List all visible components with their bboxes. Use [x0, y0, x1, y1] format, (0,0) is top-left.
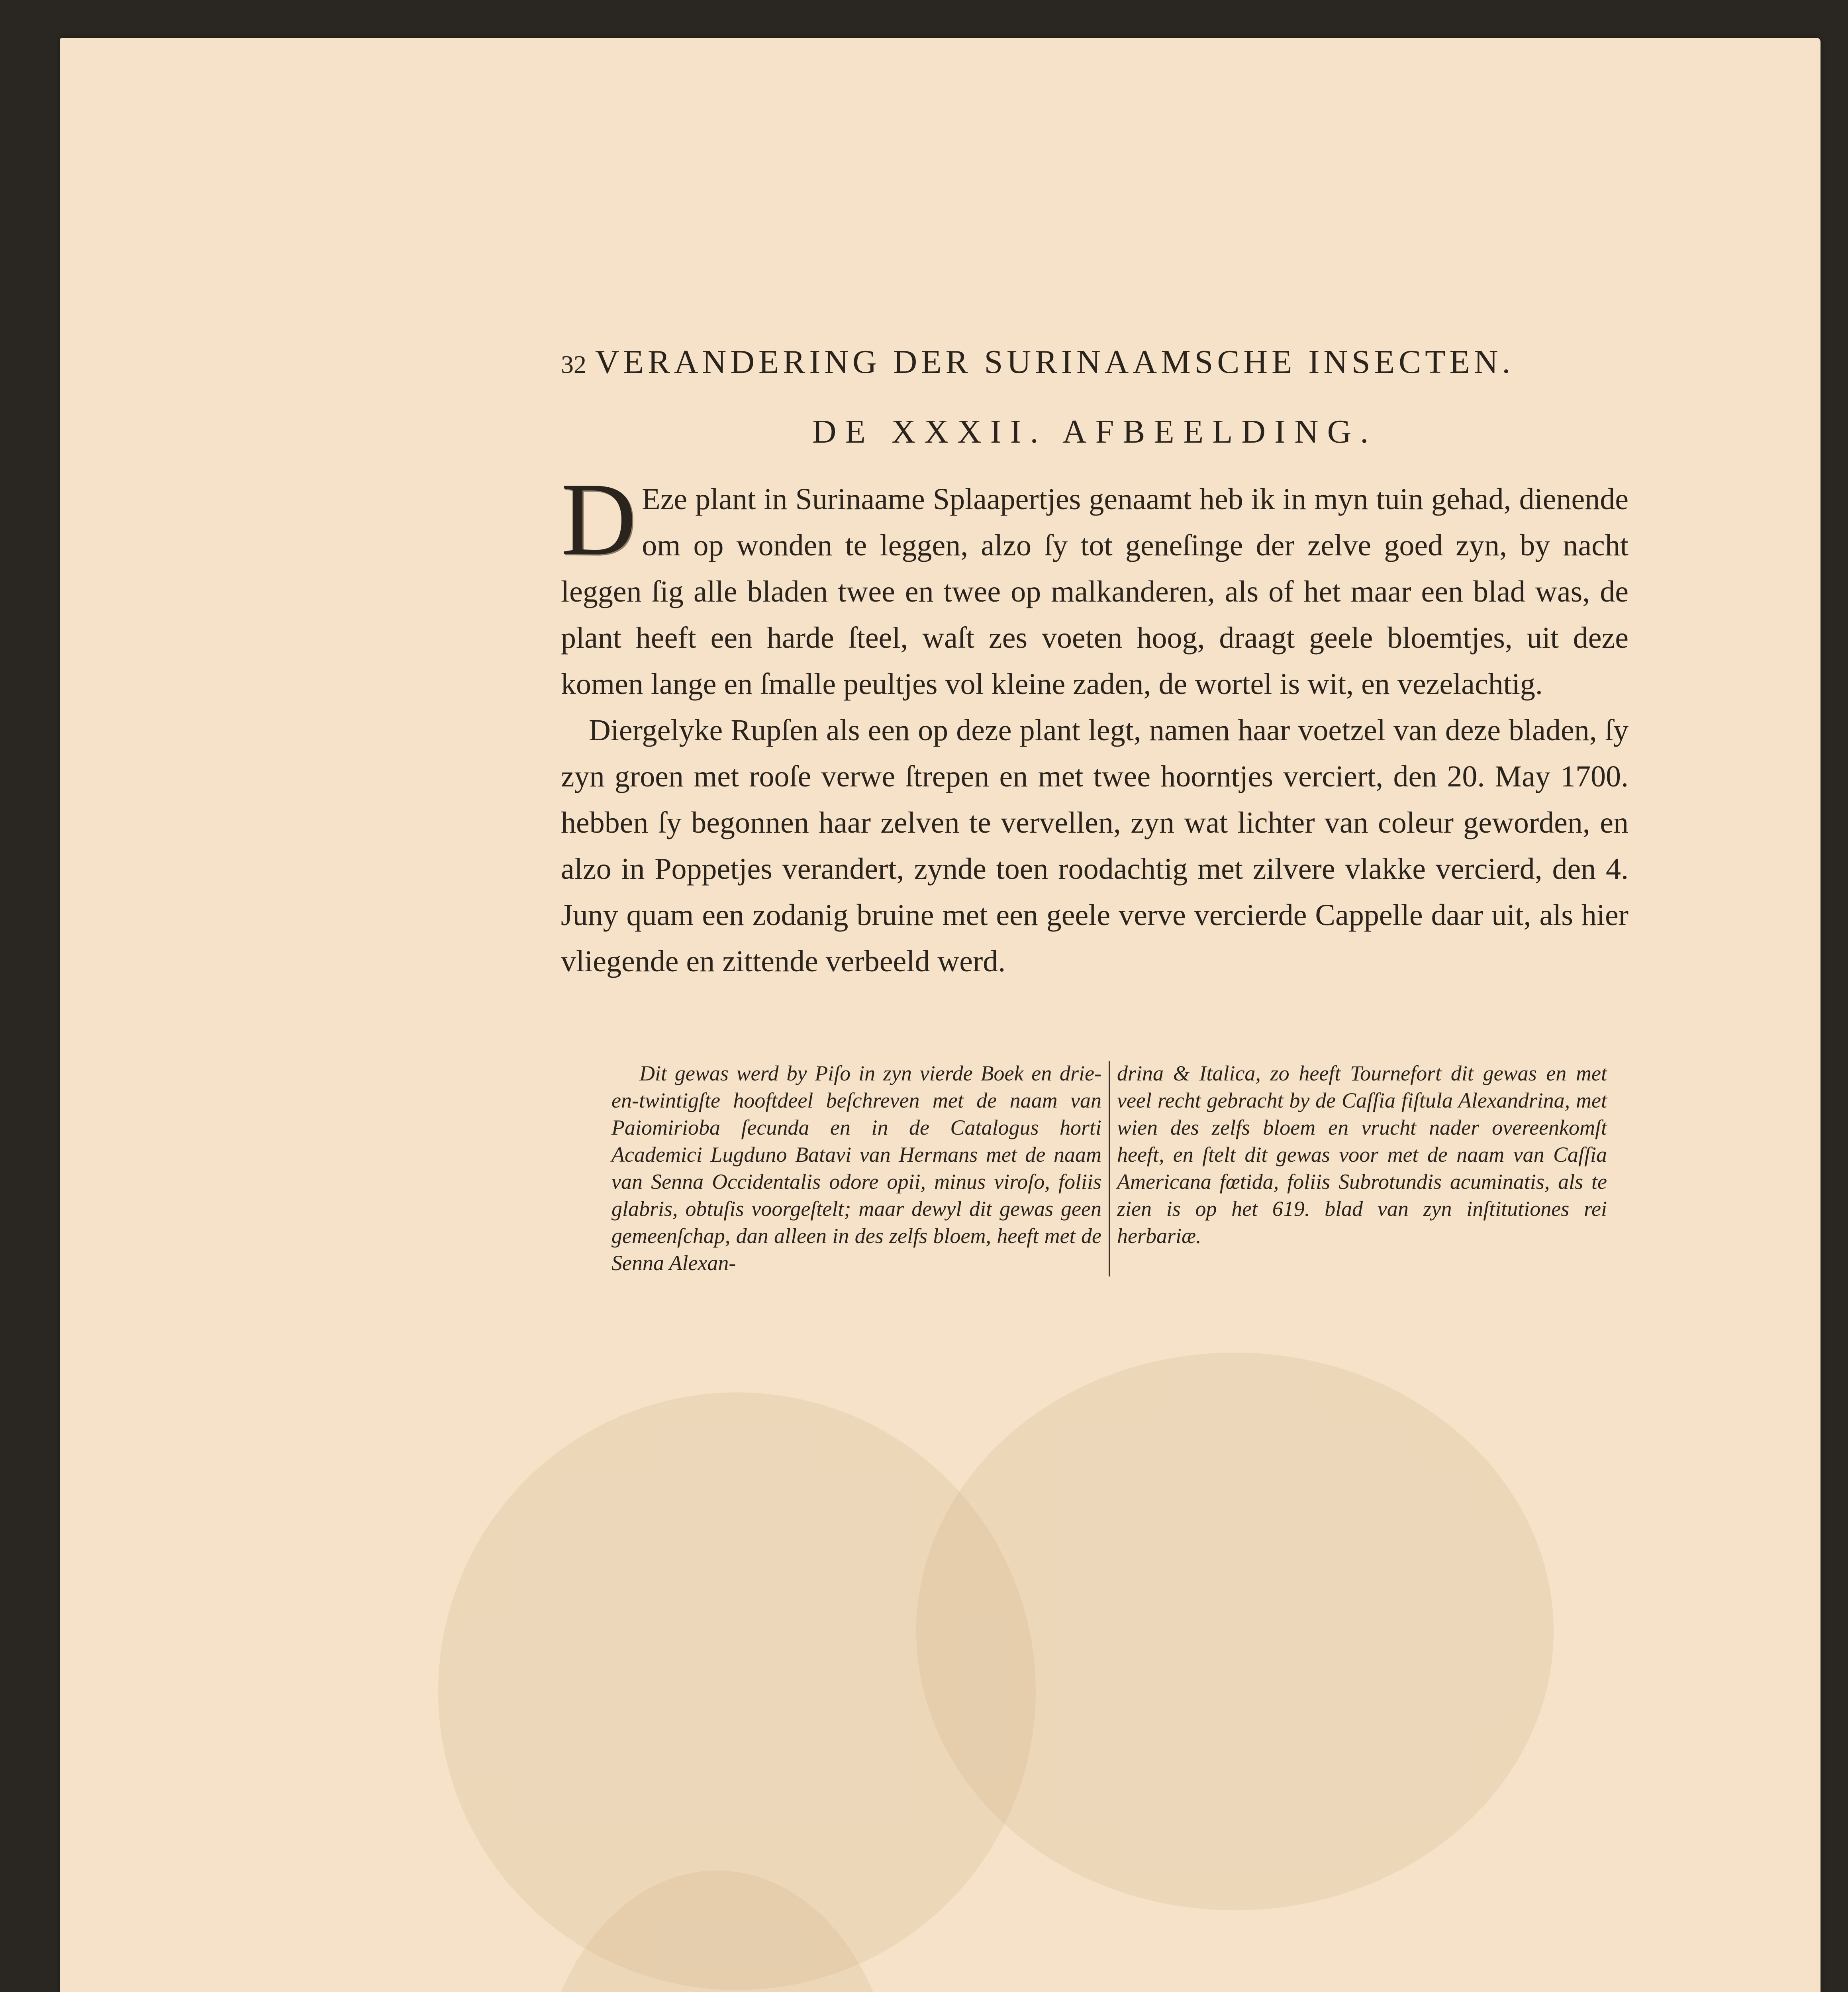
paragraph-2: Diergelyke Rupſen als een op deze plant legt, namen haar voetzel van deze bladen, ſy zyn groen met rooſe verwe ſtrepen en met twee hoorntjes verciert, den 20. May 1700. hebben ſy begonnen haar zelven te vervellen, zyn wat lichter van coleur geworden, en alzo in Poppetjes verandert, zynde toen roodachtig met zilvere vlakke vercierd, den 4. Juny quam een zodanig bruine met een geele verve vercierde Cappelle daar uit, als hier vliegende en zittende verbeeld werd. [561, 714, 1629, 978]
water-stain [916, 1353, 1554, 1910]
paragraph-1 [561, 461, 1629, 707]
footnotes [611, 1060, 1611, 1276]
note-left-column: Dit gewas werd by Piſo in zyn vierde Boek en drie-en-twintigſte hooftdeel beſchreven met de naam van Paiomirioba ſecunda en in de Catalogus horti Academici Lugduno Batavi van Hermans met de naam van Senna Occidentalis odore opii, minus viroſo, foliis glabris, obtuſis voorgeſtelt; maar dewyl dit gewas geen gemeenſchap, dan alleen in des zelfs bloem, heeft met de Senna Alexan- [611, 1061, 1101, 1275]
drop-cap: D [561, 461, 637, 577]
running-head-title: VERANDERING DER SURINAAMSCHE INSECTEN. [595, 343, 1515, 380]
running-head [561, 343, 1636, 381]
paper-sheet [60, 38, 1821, 1992]
page-number: 32 [561, 350, 586, 378]
paragraph-1-text: Eze plant in Surinaame Splaapertjes genaamt heb ik in myn tuin gehad, dienende om op wonden te leggen, alzo ſy tot geneſinge der zelve goed zyn, by nacht leggen ſig alle bladen twee en twee op malkanderen, als of het maar een blad was, de plant heeft een harde ſteel, waſt zes voeten hoog, draagt geele bloemtjes, uit deze komen lange en ſmalle peultjes vol kleine zaden, de wortel is wit, en vezelachtig. [561, 482, 1629, 701]
main-text [561, 461, 1629, 984]
note-right-column: drina & Italica, zo heeft Tournefort dit gewas en met veel recht gebracht by de Caſſia fiſtula Alexandrina, met wien des zelfs bloem en vrucht nader overeenkomſt heeft, en ſtelt dit gewas voor met de naam van Caſſia Americana fœtida, foliis Subrotundis acuminatis, als te zien is op het 619. blad van zyn inſtitutiones rei herbariæ. [1117, 1061, 1607, 1248]
section-title: DE XXXII. AFBEELDING. [812, 413, 1378, 450]
